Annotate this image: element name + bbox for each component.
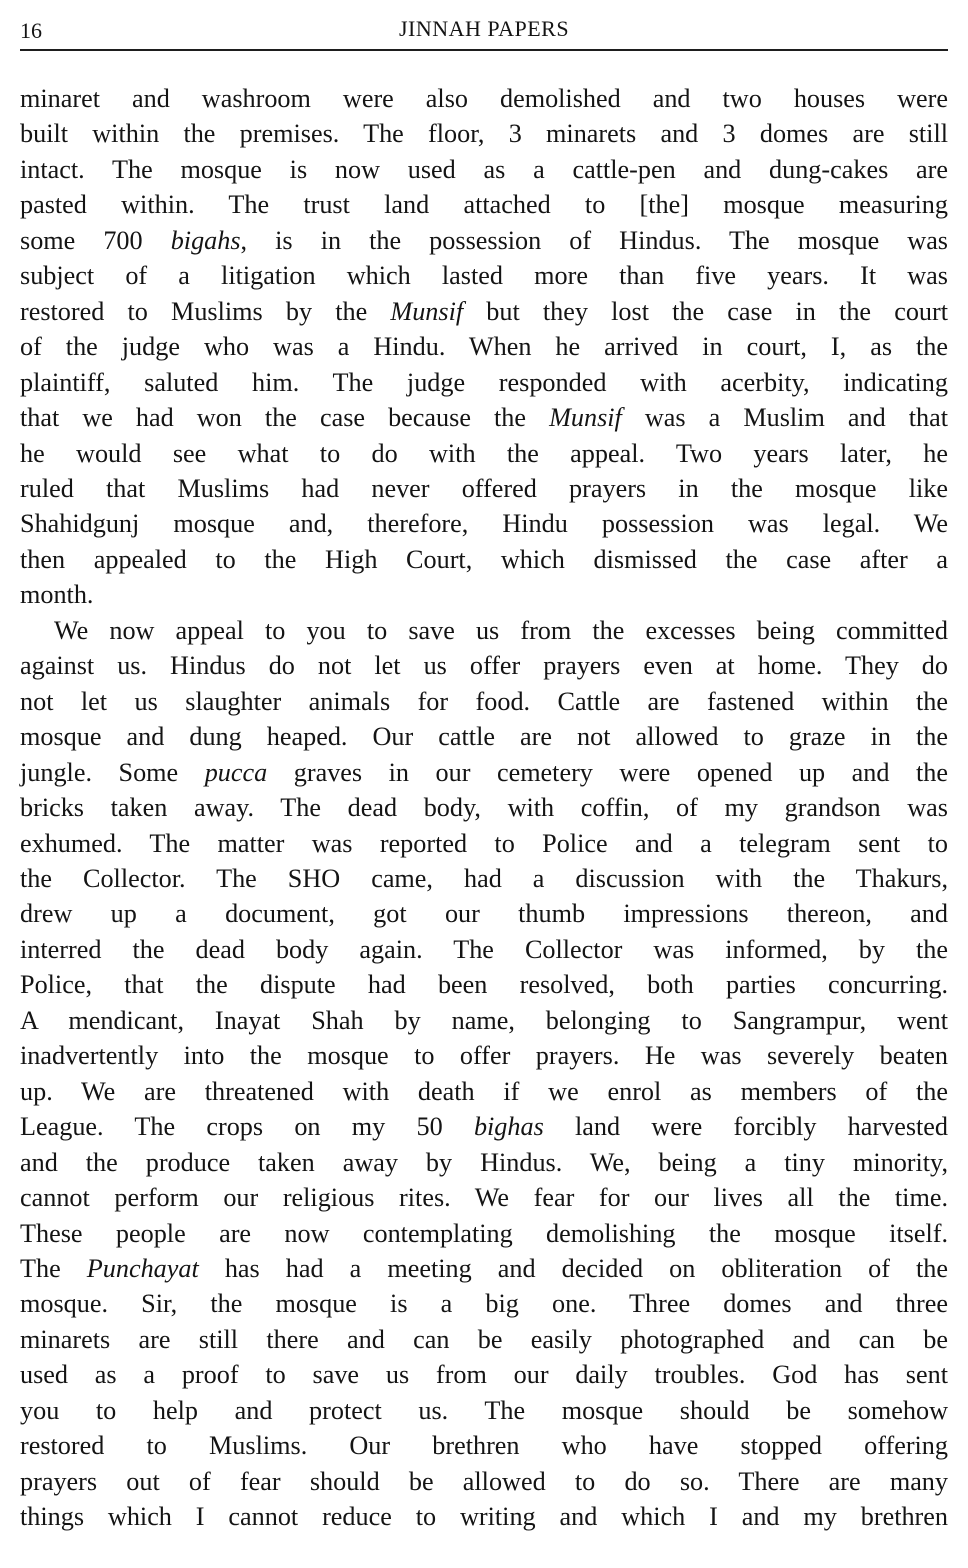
text-run: Police, that the dispute had been resolved, both parties concurring. — [20, 970, 948, 1000]
paragraph — [20, 81, 948, 613]
text-run: was a Muslim and that — [621, 403, 948, 433]
text-run: interred the dead body again. The Collector was informed, by the — [20, 934, 948, 964]
text-line — [20, 1216, 948, 1251]
book-page — [20, 0, 948, 1568]
text-line — [20, 542, 948, 577]
text-run: ruled that Muslims had never offered prayers in the mosque like — [20, 473, 948, 503]
text-line — [20, 790, 948, 825]
text-line — [20, 81, 948, 116]
text-run: We now appeal to you to save us from the excesses being committed — [54, 615, 948, 645]
text-line — [20, 400, 948, 435]
text-run: subject of a litigation which lasted more than five years. It was — [20, 261, 948, 291]
text-run: and the produce taken away by Hindus. We, being a tiny minority, — [20, 1147, 948, 1177]
text-run: minaret and washroom were also demolished and two houses were — [20, 84, 948, 113]
text-run: land were forcibly harvested — [543, 1112, 949, 1142]
text-run: The — [20, 1253, 87, 1283]
text-run: mosque. Sir, the mosque is a big one. Three domes and three — [20, 1289, 948, 1319]
text-line — [20, 861, 948, 896]
text-run: you to help and protect us. The mosque should be somehow — [20, 1395, 948, 1425]
text-line — [20, 365, 948, 400]
header-rule — [20, 49, 948, 51]
text-run: , is in the possession of Hindus. The mosque was — [240, 225, 949, 255]
text-run: the Collector. The SHO came, had a discussion with the Thakurs, — [20, 863, 948, 893]
text-run: not let us slaughter animals for food. Cattle are fastened within the — [20, 686, 948, 716]
text-run: month. — [20, 580, 94, 610]
text-run: that we had won the case because the — [20, 403, 550, 433]
text-line — [20, 1109, 948, 1144]
text-run: some 700 — [20, 225, 171, 255]
text-run: has had a meeting and decided on obliteration of the — [198, 1253, 948, 1283]
text-line — [20, 1074, 948, 1109]
text-line — [20, 294, 948, 329]
text-run: jungle. Some — [20, 757, 205, 787]
text-line — [20, 967, 948, 1002]
text-line — [20, 187, 948, 222]
text-line — [20, 755, 948, 790]
text-line — [20, 1428, 948, 1463]
text-run: restored to Muslims by the — [20, 296, 391, 326]
text-line — [20, 1180, 948, 1215]
paragraph — [20, 613, 948, 1535]
text-line — [20, 1145, 948, 1180]
text-run: pasted within. The trust land attached to [the] mosque measuring — [20, 190, 948, 220]
italic-term: bigahs — [170, 225, 241, 255]
italic-term: bighas — [473, 1112, 544, 1142]
text-line — [20, 826, 948, 861]
text-line — [20, 471, 948, 506]
text-line — [20, 258, 948, 293]
text-run: bricks taken away. The dead body, with coffin, of my grandson was — [20, 793, 948, 823]
text-line — [20, 1357, 948, 1392]
italic-term: Munsif — [549, 403, 622, 433]
text-run: These people are now contemplating demolishing the mosque itself. — [20, 1218, 948, 1248]
text-line — [20, 577, 948, 612]
page-number: 16 — [20, 18, 42, 43]
text-run: mosque and dung heaped. Our cattle are not allowed to graze in the — [20, 722, 948, 752]
text-run: inadvertently into the mosque to offer prayers. He was severely beaten — [20, 1041, 948, 1071]
text-run: exhumed. The matter was reported to Police and a telegram sent to — [20, 828, 948, 858]
text-run: prayers out of fear should be allowed to do so. There are many — [20, 1466, 948, 1496]
text-line — [20, 896, 948, 931]
text-line — [20, 116, 948, 151]
text-run: things which I cannot reduce to writing and which I and my brethren — [20, 1502, 948, 1532]
text-line — [20, 1322, 948, 1357]
text-run: built within the premises. The floor, 3 minarets and 3 domes are still — [20, 119, 948, 149]
text-line — [20, 613, 948, 648]
italic-term: Punchayat — [86, 1253, 199, 1283]
text-run: against us. Hindus do not let us offer prayers even at home. They do — [20, 651, 948, 681]
text-run: Shahidgunj mosque and, therefore, Hindu possession was legal. We — [20, 509, 948, 539]
text-run: drew up a document, got our thumb impressions thereon, and — [20, 899, 948, 929]
text-line — [20, 1003, 948, 1038]
text-line — [20, 648, 948, 683]
text-line — [20, 436, 948, 471]
text-run: but they lost the case in the court — [463, 296, 949, 326]
text-run: graves in our cemetery were opened up and the — [267, 757, 948, 787]
text-line — [20, 719, 948, 754]
italic-term: Munsif — [390, 296, 464, 326]
text-run: then appealed to the High Court, which dismissed the case after a — [20, 544, 948, 574]
text-run: plaintiff, saluted him. The judge responded with acerbity, indicating — [20, 367, 948, 397]
text-line — [20, 684, 948, 719]
text-line — [20, 223, 948, 258]
text-run: A mendicant, Inayat Shah by name, belonging to Sangrampur, went — [20, 1005, 948, 1035]
text-run: League. The crops on my 50 — [20, 1112, 474, 1142]
text-line — [20, 1286, 948, 1321]
text-run: of the judge who was a Hindu. When he arrived in court, I, as the — [20, 332, 948, 362]
text-line — [20, 506, 948, 541]
text-run: intact. The mosque is now used as a cattle-pen and dung-cakes are — [20, 154, 948, 184]
text-line — [20, 152, 948, 187]
page-header — [20, 0, 948, 48]
text-run: he would see what to do with the appeal. Two years later, he — [20, 438, 948, 468]
running-head: JINNAH PAPERS — [398, 16, 570, 41]
text-run: minarets are still there and can be easily photographed and can be — [20, 1324, 948, 1354]
text-line — [20, 329, 948, 364]
text-line — [20, 932, 948, 967]
text-line — [20, 1393, 948, 1428]
body-text — [20, 81, 948, 1535]
text-run: cannot perform our religious rites. We fear for our lives all the time. — [20, 1183, 948, 1213]
text-run: used as a proof to save us from our daily troubles. God has sent — [20, 1360, 948, 1390]
text-line — [20, 1499, 948, 1534]
text-line — [20, 1038, 948, 1073]
text-run: restored to Muslims. Our brethren who have stopped offering — [20, 1431, 948, 1461]
italic-term: pucca — [204, 757, 268, 787]
text-line — [20, 1251, 948, 1286]
text-line — [20, 1464, 948, 1499]
text-run: up. We are threatened with death if we enrol as members of the — [20, 1076, 948, 1106]
